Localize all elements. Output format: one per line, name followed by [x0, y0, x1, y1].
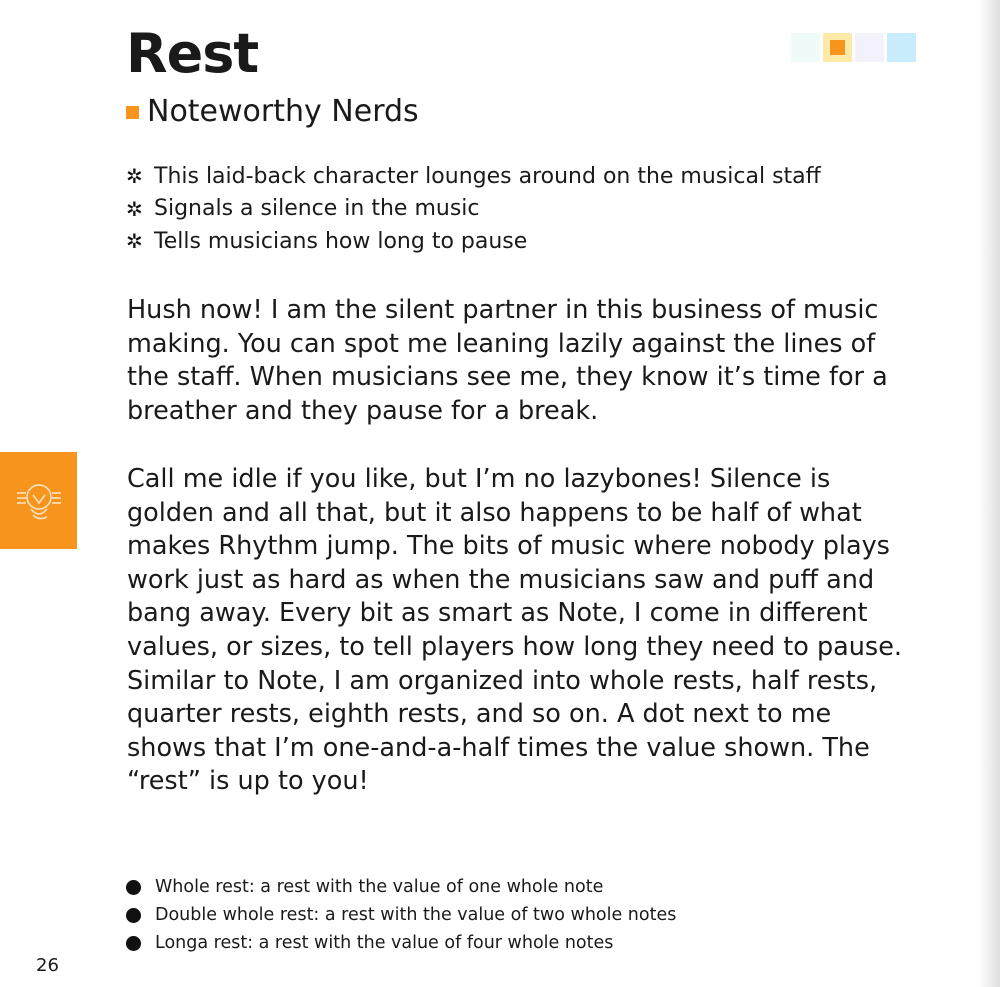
fact-text: Signals a silence in the music	[154, 196, 480, 222]
bullet-icon	[126, 880, 141, 895]
fact-item	[126, 225, 821, 258]
fact-item	[126, 160, 821, 193]
subtitle-text: Noteworthy Nerds	[147, 94, 419, 129]
square-orange	[823, 33, 852, 62]
asterisk-star-icon: ✲	[126, 196, 143, 221]
fact-item	[126, 193, 821, 226]
page-number: 26	[36, 955, 59, 976]
body-paragraph-1: Hush now! I am the silent partner in this business of music making. You can spot me leaning lazily against the lines of the staff. When musicians see me, they know it’s time for a breather and they pause for a break.	[127, 295, 888, 426]
fact-text: This laid-back character lounges around on the musical staff	[154, 163, 821, 189]
character-face-icon	[13, 475, 65, 527]
note-text: Double whole rest: a rest with the value of two whole notes	[155, 905, 677, 925]
subtitle	[126, 94, 419, 129]
list-item	[126, 929, 676, 957]
list-item	[126, 873, 676, 901]
rest-types-list	[126, 873, 676, 957]
fact-list	[126, 160, 821, 258]
square-mint	[791, 33, 820, 62]
list-item	[126, 901, 676, 929]
square-blue	[887, 33, 916, 62]
color-squares	[791, 33, 919, 62]
character-tab	[0, 452, 77, 549]
fact-text: Tells musicians how long to pause	[154, 228, 528, 254]
page-title: Rest	[126, 22, 259, 85]
note-text: Whole rest: a rest with the value of one whole note	[155, 877, 604, 897]
note-text: Longa rest: a rest with the value of four whole notes	[155, 933, 614, 953]
asterisk-star-icon: ✲	[126, 164, 143, 189]
square-lavender	[855, 33, 884, 62]
body-paragraph-2: Call me idle if you like, but I’m no lazybones! Silence is golden and all that, but it also happens to be half of what makes Rhythm jump. The bits of music where nobody plays work just as hard as when the musicians saw and puff and bang away. Every bit as smart as Note, I come in different values, or sizes, to tell players how long they need to pause. Similar to Note, I am organized into whole rests, half rests, quarter rests, eighth rests, and so on. A dot next to me shows that I’m one-and-a-half times the value shown. The “rest” is up to you!	[127, 464, 902, 797]
bullet-icon	[126, 936, 141, 951]
asterisk-star-icon: ✲	[126, 229, 143, 254]
bullet-icon	[126, 908, 141, 923]
page-edge-shadow	[978, 0, 1000, 987]
orange-square-icon	[126, 106, 139, 119]
